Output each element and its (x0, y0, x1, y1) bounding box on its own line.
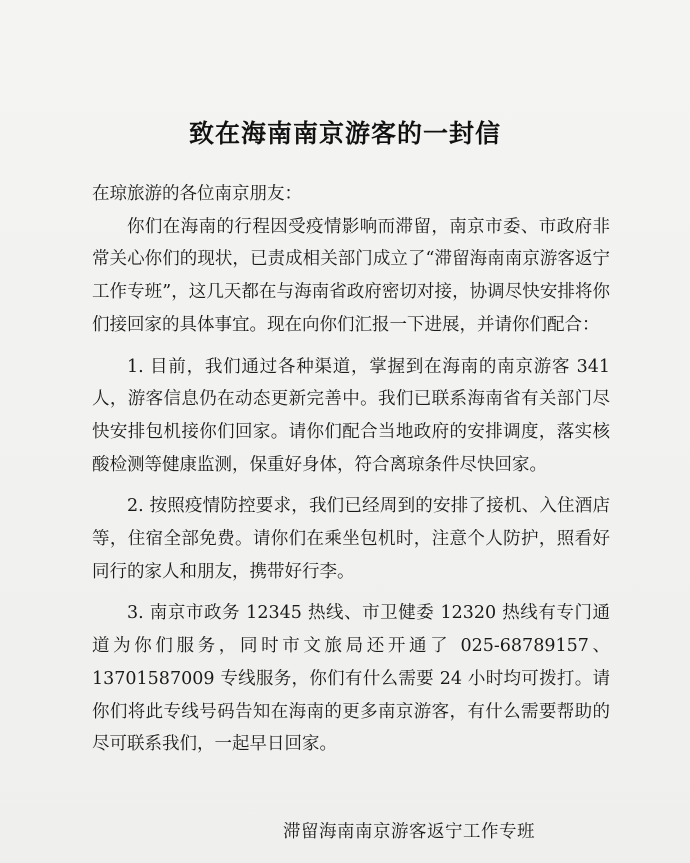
letter-item-3: 3. 南京市政务 12345 热线、市卫健委 12320 热线有专门通道为你们服务，同时市文旅局还开通了 025-68789157、13701587009 专线服务，你们有什么需要 24 小时均可拨打。请你们将此专线号码告知在海南的更多南京游客，有什么需要帮助的尽可联系我们，一起早日回家。 (92, 603, 610, 755)
letter-title: 致在海南南京游客的一封信 (188, 119, 501, 148)
letter-body (92, 178, 610, 761)
letter-signature: 滞留海南南京游客返宁工作专班 (283, 822, 535, 842)
letter-item-1: 1. 目前，我们通过各种渠道，掌握到在海南的南京游客 341 人，游客信息仍在动态更新完善中。我们已联系海南省有关部门尽快安排包机接你们回家。请你们配合当地政府的安排调度，落实核酸检测等健康监测，保重好身体，符合离琼条件尽快回家。 (92, 356, 610, 475)
letter-item-2: 2. 按照疫情防控要求，我们已经周到的安排了接机、入住酒店等，住宿全部免费。请你们在乘坐包机时，注意个人防护，照看好同行的家人和朋友，携带好行李。 (92, 496, 610, 582)
letter-greeting: 在琼旅游的各位南京朋友： (92, 184, 302, 204)
letter-intro: 你们在海南的行程因受疫情影响而滞留，南京市委、市政府非常关心你们的现状，已责成相关部门成立了“滞留海南南京游客返宁工作专班”，这几天都在与海南省政府密切对接，协调尽快安排将你们接回家的具体事宜。现在向你们汇报一下进展，并请你们配合： (92, 216, 610, 335)
